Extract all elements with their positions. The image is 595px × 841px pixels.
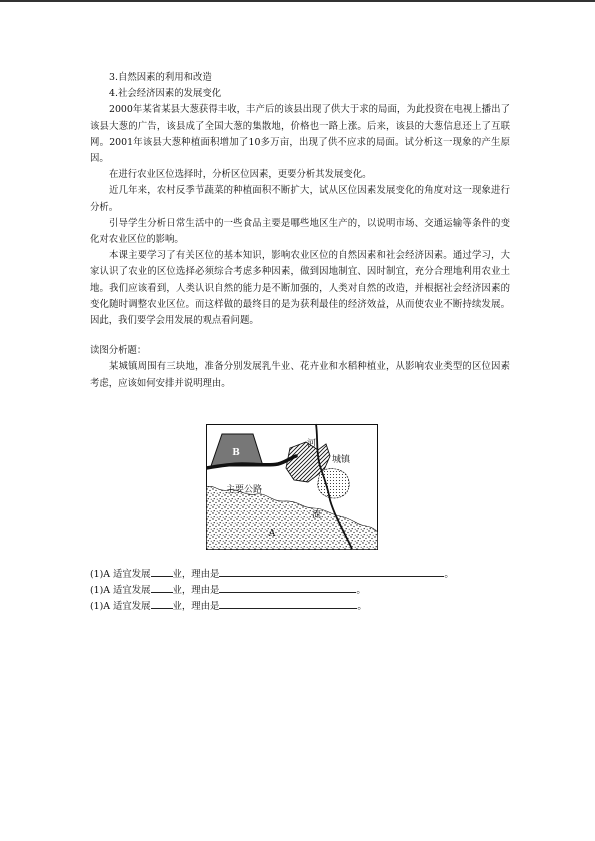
answer-1-mid: 业，理由是 bbox=[172, 569, 220, 580]
answer-lines bbox=[90, 566, 510, 615]
answer-line-3 bbox=[90, 598, 510, 614]
answer-3-mid: 业，理由是 bbox=[172, 601, 220, 613]
lesson-content bbox=[90, 70, 510, 392]
answer-2-end: 。 bbox=[356, 585, 366, 597]
answer-line-2 bbox=[90, 582, 510, 598]
road-label: 主要公路 bbox=[226, 485, 263, 495]
river-label-2: 流 bbox=[312, 510, 322, 520]
exercise-prompt: 某城镇周围有三块地，准备分别发展乳牛业、花卉业和水稻种植业，从影响农业类型的区位因素考虑，应该如何安排并说明理由。 bbox=[90, 361, 510, 389]
answer-3-prefix: (1)A 适宜发展 bbox=[90, 601, 151, 613]
paragraph-scallion-case: 2000年某省某县大葱获得丰收，丰产后的该县出现了供大于求的局面，为此投资在电视上播出了该县大葱的广告，该县成了全国大葱的集散地，价格也一路上涨。后来，该县的大葱信息还上了互联网。2001年该县大葱种植面积增加了10多万亩，出现了供不应求的局面。试分析这一现象的产生原因。 bbox=[90, 104, 510, 165]
paragraph-location-analysis: 在进行农业区位选择时，分析区位因素，更要分析其发展变化。 bbox=[109, 169, 372, 181]
paragraph-offseason-vegetables: 近几年来，农村反季节蔬菜的种植面积不断扩大，试从区位因素发展变化的角度对这一现象进行分析。 bbox=[90, 185, 510, 213]
plot-a-label: A bbox=[268, 529, 276, 539]
answer-1-prefix: (1)A 适宜发展 bbox=[90, 569, 151, 580]
section-item-4: 4.社会经济因素的发展变化 bbox=[109, 88, 222, 100]
paragraph-summary: 本课主要学习了有关区位的基本知识，影响农业区位的自然因素和社会经济因素。通过学习，大家认识了农业的区位选择必须综合考虑多种因素，做到因地制宜、因时制宜，充分合理地利用农业土地。我们应该看到，人类认识自然的能力是不断加强的，人类对自然的改造，并根据社会经济因素的变化随时调整农业区位。而这样做的最终目的是为获利最佳的经济效益，从而使农业不断持续发展。因此，我们要学会用发展的观点看问题。 bbox=[90, 250, 510, 327]
answer-2-mid: 业，理由是 bbox=[172, 585, 220, 597]
plot-b-label: B bbox=[232, 448, 240, 458]
paragraph-food-origin: 引导学生分析日常生活中的一些食品主要是哪些地区生产的，以说明市场、交通运输等条件的变化对农业区位的影响。 bbox=[90, 217, 510, 246]
answer-3-type-blank[interactable] bbox=[151, 598, 173, 609]
town-map-figure bbox=[206, 422, 378, 551]
answer-2-prefix: (1)A 适宜发展 bbox=[90, 585, 151, 597]
section-item-3: 3.自然因素的利用和改造 bbox=[109, 72, 212, 83]
answer-2-type-blank[interactable] bbox=[151, 582, 173, 593]
answer-1-reason-blank[interactable] bbox=[219, 566, 444, 577]
river-label-1: 河 bbox=[307, 439, 317, 449]
answer-3-reason-blank[interactable] bbox=[219, 598, 357, 609]
answer-3-end: 。 bbox=[357, 601, 367, 613]
answer-line-1 bbox=[90, 566, 510, 582]
answer-1-type-blank[interactable] bbox=[151, 566, 173, 577]
answer-2-reason-blank[interactable] bbox=[219, 582, 356, 593]
header-rule bbox=[0, 0, 595, 2]
exercise-heading: 读图分析题： bbox=[90, 345, 147, 357]
answer-1-end: 。 bbox=[444, 569, 454, 580]
town-label: 城镇 bbox=[332, 455, 351, 465]
